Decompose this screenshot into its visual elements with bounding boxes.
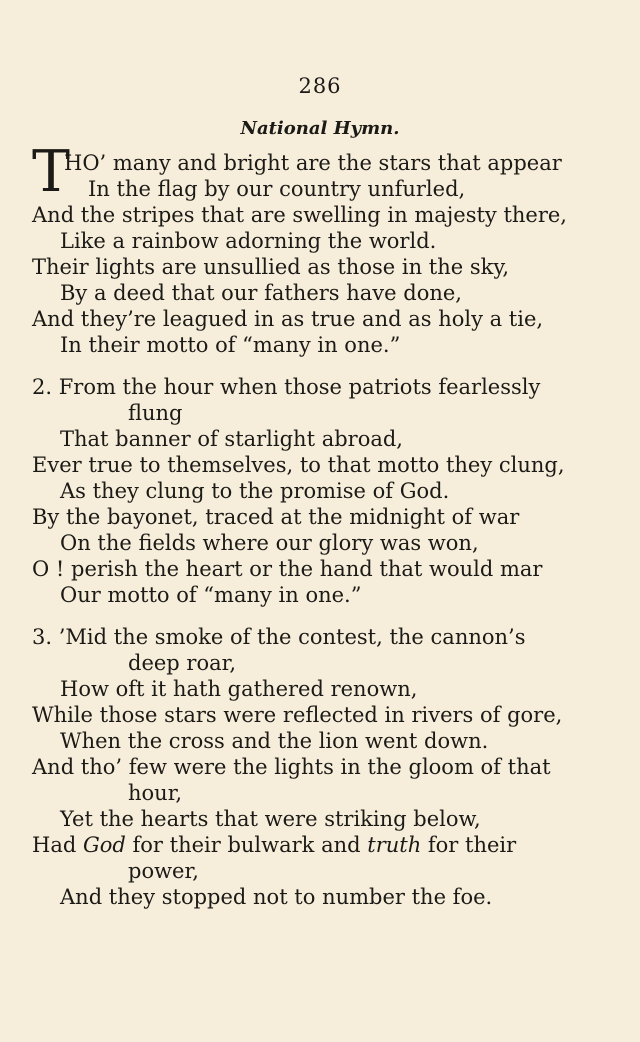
- verse-line: Yet the hearts that were striking below,: [60, 807, 481, 831]
- verse-line: deep roar,: [128, 651, 237, 675]
- verse-line: By the bayonet, traced at the midnight of war: [32, 505, 520, 529]
- drop-cap: T: [32, 139, 71, 205]
- verse-line: In their motto of “many in one.”: [60, 333, 401, 357]
- verse-line: And they’re leagued in as true and as holy a tie,: [32, 307, 544, 331]
- verse-line: While those stars were reflected in rivers of gore,: [32, 703, 563, 727]
- verse-line: HO’ many and bright are the stars that appear: [64, 151, 562, 175]
- verse-text: for their bulwark and: [125, 833, 368, 857]
- verse-line: Their lights are unsullied as those in the sky,: [32, 255, 510, 279]
- verse-line: As they clung to the promise of God.: [60, 479, 450, 503]
- verse-line: Ever true to themselves, to that motto they clung,: [32, 453, 565, 477]
- verse-line: flung: [128, 401, 183, 425]
- verse-text: Had: [32, 833, 83, 857]
- verse-line: [32, 832, 516, 858]
- verse-line: How oft it hath gathered renown,: [60, 677, 418, 701]
- verse-line: 2. From the hour when those patriots fearlessly: [32, 375, 541, 399]
- verse-line: And tho’ few were the lights in the gloom of that: [32, 755, 551, 779]
- verse-line: In the flag by our country unfurled,: [88, 177, 466, 201]
- verse-line: 3. ’Mid the smoke of the contest, the cannon’s: [32, 625, 526, 649]
- verse-line: Like a rainbow adorning the world.: [60, 229, 437, 253]
- verse-line: When the cross and the lion went down.: [60, 729, 489, 753]
- emphasis-truth: truth: [367, 833, 422, 857]
- verse-line: hour,: [128, 781, 183, 805]
- verse-line: On the fields where our glory was won,: [60, 531, 479, 555]
- verse-line: O ! perish the heart or the hand that would mar: [32, 557, 543, 581]
- emphasis-god: God: [82, 833, 126, 857]
- verse-line: Our motto of “many in one.”: [60, 583, 362, 607]
- verse-text: for their: [421, 833, 517, 857]
- verse-line: power,: [128, 859, 199, 883]
- verse-line: By a deed that our fathers have done,: [60, 281, 462, 305]
- verse-line: And they stopped not to number the foe.: [60, 885, 493, 909]
- hymn-title: National Hymn.: [240, 118, 400, 139]
- verse-line: And the stripes that are swelling in majesty there,: [32, 203, 567, 227]
- page-number: 286: [298, 74, 342, 98]
- verse-line: That banner of starlight abroad,: [60, 427, 403, 451]
